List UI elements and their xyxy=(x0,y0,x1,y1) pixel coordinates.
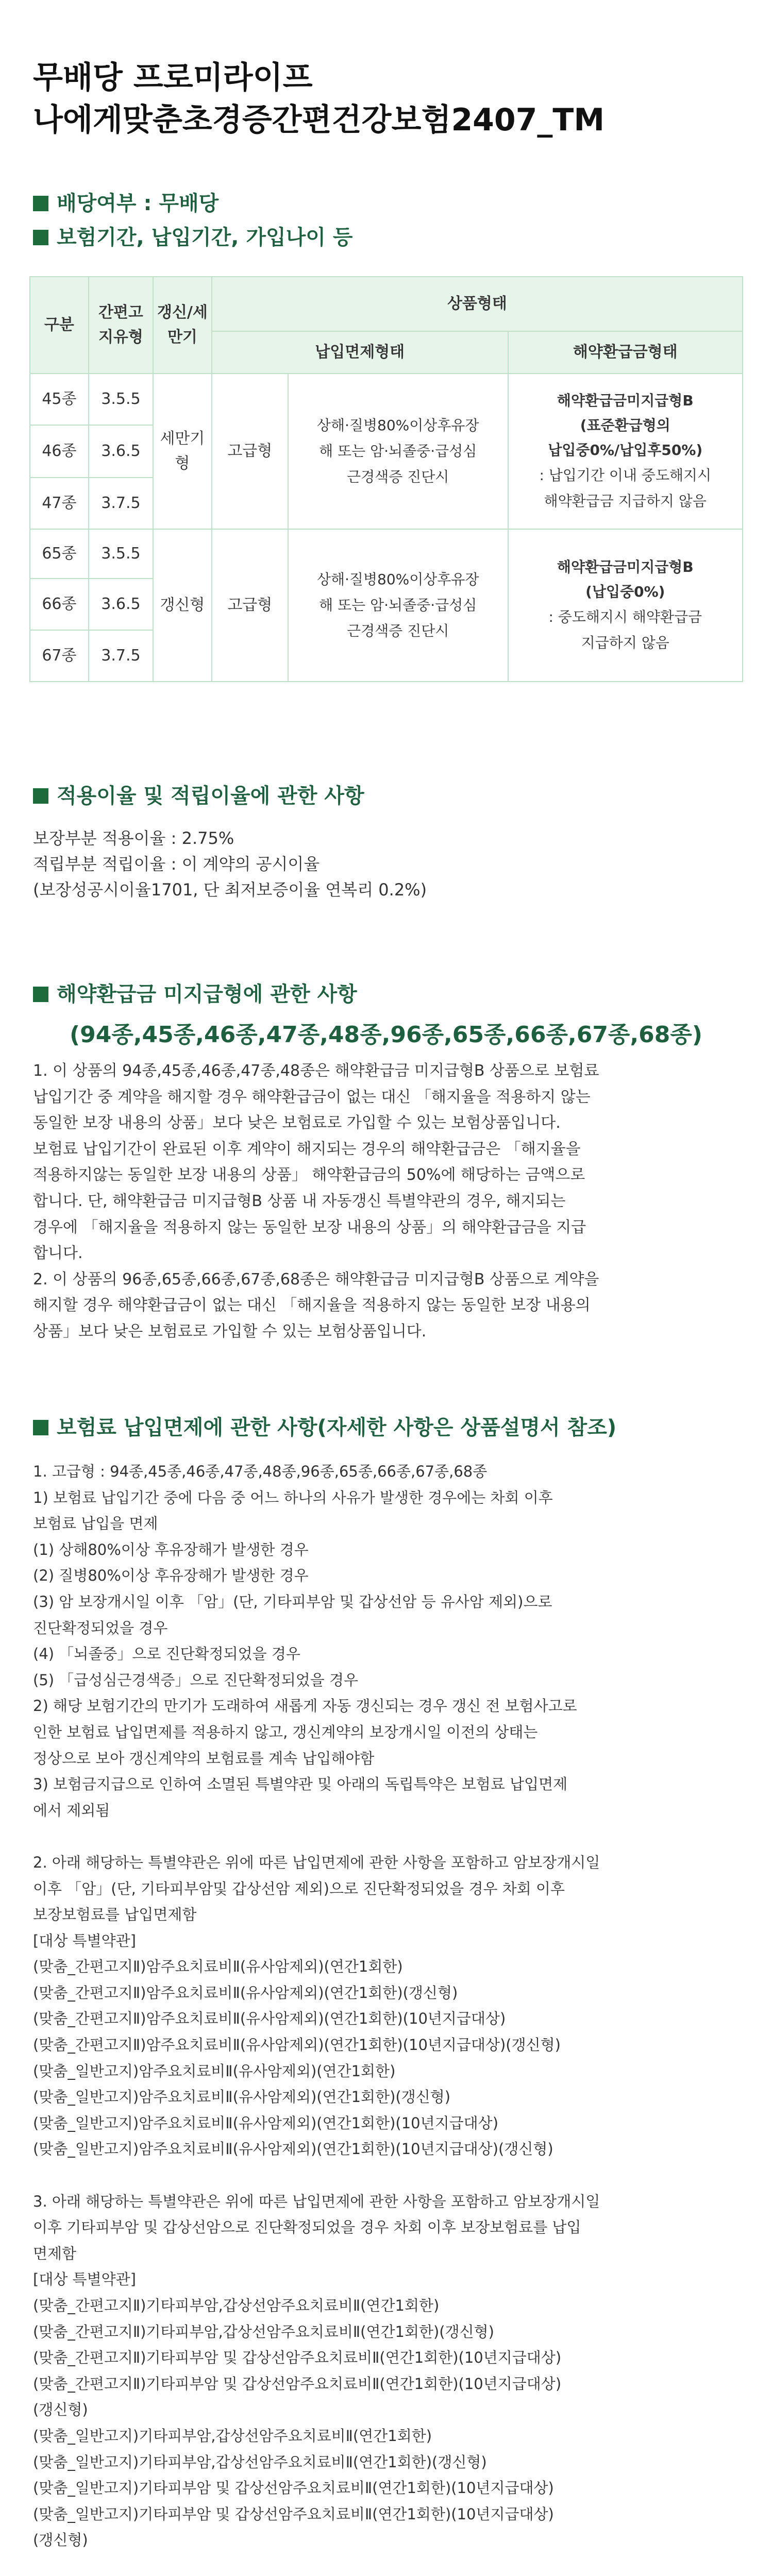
text-line: 상품」보다 낮은 보험료로 가입할 수 있는 보험상품입니다. xyxy=(33,1322,427,1341)
text-line: 1. 이 상품의 94종,45종,46종,47종,48종은 해약환급금 미지급형B 상품으로 보험료 xyxy=(33,1062,599,1080)
text-line: (맞춤_간편고지Ⅱ)암주요치료비Ⅱ(유사암제외)(연간1회한)(10년지급대상)(갱신형) xyxy=(33,2036,561,2054)
text-line: (3) 암 보장개시일 이후 「암」(단, 기타피부암 및 갑상선암 등 유사암 제외)으로 xyxy=(33,1592,552,1611)
text-line: 면제함 xyxy=(33,2244,77,2262)
th-notice: 간편고지유형 xyxy=(89,277,153,374)
text-line: (맞춤_일반고지)기타피부암,갑상선암주요치료비Ⅱ(연간1회한)(갱신형) xyxy=(33,2453,487,2471)
refund-section-subtitle: (94종,45종,46종,47종,48종,96종,65종,66종,67종,68종) xyxy=(70,1022,702,1048)
text-line: 경우에 「해지율을 적용하지 않는 동일한 보장 내용의 상품」의 해약환급금을 지급 xyxy=(33,1218,586,1236)
text-line: [대상 특별약관] xyxy=(33,1931,136,1950)
rate-section-body xyxy=(33,825,427,903)
text-line: 2. 이 상품의 96종,65종,66종,67종,68종은 해약환급금 미지급형B 상품으로 계약을 xyxy=(33,1270,599,1289)
text-line: 정상으로 보아 갱신계약의 보험료를 계속 납입해야함 xyxy=(33,1749,375,1767)
waiver-section-body xyxy=(33,1459,600,2576)
row-notice: 3.6.5 xyxy=(89,579,153,630)
text-line: 1) 보험료 납입기간 중에 다음 중 어느 하나의 사유가 발생한 경우에는 차회 이후 xyxy=(33,1488,553,1506)
waiver-section-header: 보험료 납입면제에 관한 사항(자세한 사항은 상품설명서 참조) xyxy=(33,1415,616,1440)
refund-section-header: 해약환급금 미지급형에 관한 사항 xyxy=(33,981,357,1007)
text-line: (맞춤_간편고지Ⅱ)기타피부암 및 갑상선암주요치료비Ⅱ(연간1회한)(10년지급대상) xyxy=(33,2349,562,2367)
square-bullet-icon xyxy=(33,196,48,211)
text-line: [대상 특별약관] xyxy=(33,2270,136,2289)
refund-cell: 해약환급금미지급형B (표준환급형의 납입중0%/납입후50%) : 납입기간 이내 중도해지시 해약환급금 지급하지 않음 xyxy=(508,374,743,529)
text-line: 보험료 납입기간이 완료된 이후 계약이 해지되는 경우의 해약환급금은 「해지율을 xyxy=(33,1140,581,1158)
text-line: 합니다. 단, 해약환급금 미지급형B 상품 내 자동갱신 특별약관의 경우, 해지되는 xyxy=(33,1192,566,1210)
product-table xyxy=(29,276,743,682)
title-line-2: 나에게맞춘초경증간편건강보험2407_TM xyxy=(33,102,605,138)
text-line: 적립부분 적립이율 : 이 계약의 공시이율 xyxy=(33,854,320,874)
row-type: 66종 xyxy=(30,579,89,630)
text-line: 이후 기타피부암 및 갑상선암으로 진단확정되었을 경우 차회 이후 보장보험료를 납입 xyxy=(33,2218,581,2236)
title-line-1: 무배당 프로미라이프 xyxy=(33,60,313,96)
text-line: (1) 상해80%이상 후유장해가 발생한 경우 xyxy=(33,1540,309,1558)
text-line: (맞춤_일반고지)암주요치료비Ⅱ(유사암제외)(연간1회한)(갱신형) xyxy=(33,2088,451,2106)
text-line: (맞춤_일반고지)기타피부암,갑상선암주요치료비Ⅱ(연간1회한) xyxy=(33,2427,432,2445)
text-line: (5) 「급성심근경색증」으로 진단확정되었을 경우 xyxy=(33,1671,358,1689)
text-line: (맞춤_간편고지Ⅱ)기타피부암,갑상선암주요치료비Ⅱ(연간1회한)(갱신형) xyxy=(33,2323,494,2341)
text-line: 보험료 납입을 면제 xyxy=(33,1515,158,1533)
th-waiver: 납입면제형태 xyxy=(212,331,508,374)
renewal-cell: 세만기형 xyxy=(153,374,212,529)
square-bullet-icon xyxy=(33,230,48,245)
text-line xyxy=(33,2553,600,2576)
text-line: (맞춤_일반고지)기타피부암 및 갑상선암주요치료비Ⅱ(연간1회한)(10년지급대상) xyxy=(33,2505,554,2523)
text-line: (맞춤_간편고지Ⅱ)암주요치료비Ⅱ(유사암제외)(연간1회한) xyxy=(33,1958,403,1976)
text-line: (4) 「뇌졸중」으로 진단확정되었을 경우 xyxy=(33,1645,300,1663)
rate-section-header: 적용이율 및 적립이율에 관한 사항 xyxy=(33,783,364,809)
text-line: 동일한 보장 내용의 상품」보다 낮은 보험료로 가입할 수 있는 보험상품입니다. xyxy=(33,1114,561,1132)
period-header: 보험기간, 납입기간, 가입나이 등 xyxy=(33,225,353,250)
text-line: 해지할 경우 해약환급금이 없는 대신 「해지율을 적용하지 않는 동일한 보장 내용의 xyxy=(33,1296,591,1315)
row-notice: 3.7.5 xyxy=(89,630,153,682)
square-bullet-icon xyxy=(33,788,48,804)
text-line: (갱신형) xyxy=(33,2401,88,2419)
text-line: 2. 아래 해당하는 특별약관은 위에 따른 납입면제에 관한 사항을 포함하고 암보장개시일 xyxy=(33,1853,600,1871)
text-line: 1. 고급형 : 94종,45종,46종,47종,48종,96종,65종,66종,67종,68종 xyxy=(33,1463,488,1480)
text-line: (맞춤_일반고지)암주요치료비Ⅱ(유사암제외)(연간1회한) xyxy=(33,2062,396,2080)
grade-cell: 고급형 xyxy=(212,529,288,682)
text-line: (맞춤_일반고지)기타피부암 및 갑상선암주요치료비Ⅱ(연간1회한)(10년지급대상) xyxy=(33,2479,554,2497)
square-bullet-icon xyxy=(33,987,48,1002)
waiver-cell: 상해·질병80%이상후유장 해 또는 암·뇌졸중·급성심 근경색증 진단시 xyxy=(288,529,508,682)
square-bullet-icon xyxy=(33,1420,48,1435)
row-type: 67종 xyxy=(30,630,89,682)
row-notice: 3.6.5 xyxy=(89,425,153,478)
th-refund: 해약환급금형태 xyxy=(508,331,743,374)
text-line: 에서 제외됨 xyxy=(33,1801,110,1819)
row-notice: 3.7.5 xyxy=(89,478,153,529)
text-line: (맞춤_간편고지Ⅱ)기타피부암,갑상선암주요치료비Ⅱ(연간1회한) xyxy=(33,2297,440,2314)
renewal-cell: 갱신형 xyxy=(153,529,212,682)
refund-cell: 해약환급금미지급형B (납입중0%) : 중도해지시 해약환급금 지급하지 않음 xyxy=(508,529,743,682)
text-line: 이후 「암」(단, 기타피부암및 갑상선암 제외)으로 진단확정되었을 경우 차회 이후 xyxy=(33,1879,565,1897)
row-notice: 3.5.5 xyxy=(89,374,153,425)
text-line: 적용하지않는 동일한 보장 내용의 상품」 해약환급금의 50%에 해당하는 금액으로 xyxy=(33,1166,585,1184)
row-type: 45종 xyxy=(30,374,89,425)
text-line: 합니다. xyxy=(33,1244,83,1263)
row-notice: 3.5.5 xyxy=(89,529,153,579)
row-type: 46종 xyxy=(30,425,89,478)
page-title xyxy=(33,57,604,141)
text-line: 보장부분 적용이율 : 2.75% xyxy=(33,828,234,848)
text-line: 3) 보험금지급으로 인하여 소멸된 특별약관 및 아래의 독립특약은 보험료 납입면제 xyxy=(33,1775,568,1793)
text-line: (보장성공시이율1701, 단 최저보증이율 연복리 0.2%) xyxy=(33,880,427,900)
text-line xyxy=(33,2162,600,2189)
text-line: 3. 아래 해당하는 특별약관은 위에 따른 납입면제에 관한 사항을 포함하고 암보장개시일 xyxy=(33,2192,600,2210)
text-line: (맞춤_간편고지Ⅱ)기타피부암 및 갑상선암주요치료비Ⅱ(연간1회한)(10년지급대상) xyxy=(33,2375,562,2393)
text-line: 2) 해당 보험기간의 만기가 도래하여 새롭게 자동 갱신되는 경우 갱신 전 보험사고로 xyxy=(33,1697,577,1715)
text-line: 납입기간 중 계약을 해지할 경우 해약환급금이 없는 대신 「해지율을 적용하지 않는 xyxy=(33,1088,591,1106)
text-line: 진단확정되었을 경우 xyxy=(33,1619,168,1637)
dividend-header: 배당여부 : 무배당 xyxy=(33,191,219,216)
refund-section-body xyxy=(33,1058,599,1345)
th-type: 구분 xyxy=(30,277,89,374)
text-line: 인한 보험료 납입면제를 적용하지 않고, 갱신계약의 보장개시일 이전의 상태는 xyxy=(33,1723,538,1741)
text-line: (2) 질병80%이상 후유장해가 발생한 경우 xyxy=(33,1567,309,1585)
text-line: 보장보험료를 납입면제함 xyxy=(33,1906,197,1924)
text-line: (맞춤_일반고지)암주요치료비Ⅱ(유사암제외)(연간1회한)(10년지급대상)(갱신형) xyxy=(33,2140,553,2158)
th-form: 상품형태 xyxy=(212,277,743,331)
text-line: (맞춤_간편고지Ⅱ)암주요치료비Ⅱ(유사암제외)(연간1회한)(10년지급대상) xyxy=(33,2010,506,2028)
waiver-cell: 상해·질병80%이상후유장 해 또는 암·뇌졸중·급성심 근경색증 진단시 xyxy=(288,374,508,529)
text-line: (맞춤_일반고지)암주요치료비Ⅱ(유사암제외)(연간1회한)(10년지급대상) xyxy=(33,2114,499,2132)
grade-cell: 고급형 xyxy=(212,374,288,529)
th-renewal: 갱신/세만기 xyxy=(153,277,212,374)
text-line xyxy=(33,1823,600,1850)
text-line: (갱신형) xyxy=(33,2531,88,2549)
text-line: (맞춤_간편고지Ⅱ)암주요치료비Ⅱ(유사암제외)(연간1회한)(갱신형) xyxy=(33,1984,458,2002)
row-type: 65종 xyxy=(30,529,89,579)
row-type: 47종 xyxy=(30,478,89,529)
